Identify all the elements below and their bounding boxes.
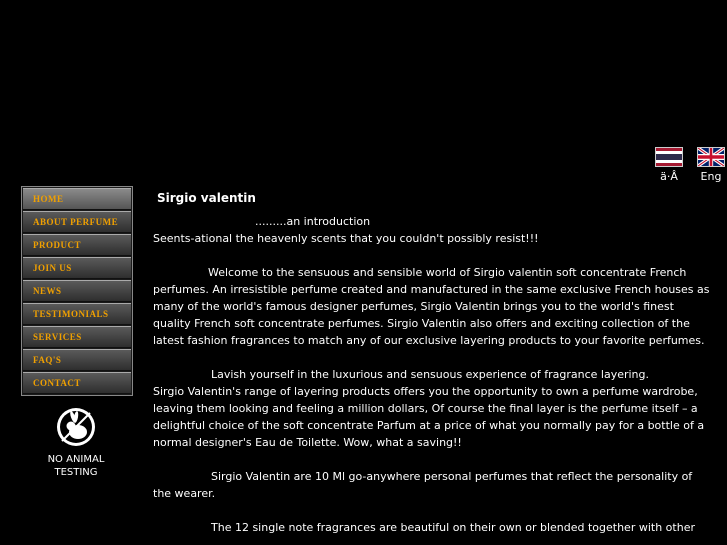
menu-join-us[interactable]: JOIN US [23, 257, 131, 279]
menu-faqs[interactable]: FAQ'S [23, 349, 131, 371]
paragraph-layering: Sirgio Valentin's range of layering products offers you the opportunity to own a perfume wardrobe, leaving them looking and feeling a million dollars, Of course the final layer is the perfume itself – a delightful choice of the soft concentrate Parfum at a price of what you normally pay for a bottle of a normal designer's Eau de Toilette. Wow, what a saving!! [153, 385, 705, 449]
paragraph-welcome [153, 264, 713, 349]
tagline-text: Seents-ational the heavenly scents that you couldn't possibly resist!!! [153, 232, 539, 245]
lang-thai-link[interactable] [655, 147, 683, 183]
menu-news[interactable]: NEWS [23, 280, 131, 302]
no-animal-line1: NO ANIMAL [47, 454, 105, 465]
rabbit-icon [56, 407, 96, 447]
thai-flag-icon[interactable] [655, 147, 683, 167]
main-content [153, 190, 713, 536]
lang-thai-label[interactable]: ä·Â [660, 170, 678, 183]
lang-english-link[interactable] [697, 147, 725, 183]
no-animal-testing-badge [36, 407, 116, 479]
intro-text: .........an introduction [255, 215, 371, 228]
menu-about-perfume[interactable]: ABOUT PERFUME [23, 211, 131, 233]
menu-home[interactable]: HOME [23, 188, 131, 210]
lang-english-label[interactable]: Eng [700, 170, 722, 183]
no-animal-line2: TESTING [54, 467, 98, 478]
uk-flag-icon[interactable] [697, 147, 725, 167]
menu-product[interactable]: PRODUCT [23, 234, 131, 256]
paragraph-personal-text: Sirgio Valentin are 10 Ml go-anywhere personal perfumes that reflect the personality of the wearer. [153, 470, 693, 500]
menu-services[interactable]: SERVICES [23, 326, 131, 348]
paragraph-fragrances [153, 519, 713, 536]
menu-testimonials[interactable]: TESTIMONIALS [23, 303, 131, 325]
paragraph-welcome-text: Welcome to the sensuous and sensible world of Sirgio valentin soft concentrate French perfumes. An irresistible perfume created and manufactured in the same exclusive French houses as many of the world's famous designer perfumes, Sirgio Valentin brings you to the world's finest quality French soft concentrate perfumes. Sirgio Valentin also offers and exciting collection of the latest fashion fragrances to match any of our exclusive layering products to your favorite perfumes. [153, 266, 710, 347]
menu-contact[interactable]: CONTACT [23, 372, 131, 394]
paragraph-personal [153, 468, 713, 502]
paragraph-fragrances-text: The 12 single note fragrances are beautiful on their own or blended together with other [211, 521, 695, 534]
main-menu [21, 186, 133, 396]
page-title: Sirgio valentin [157, 191, 256, 205]
paragraph-layering-lead: Lavish yourself in the luxurious and sensuous experience of fragrance layering. [211, 368, 650, 381]
